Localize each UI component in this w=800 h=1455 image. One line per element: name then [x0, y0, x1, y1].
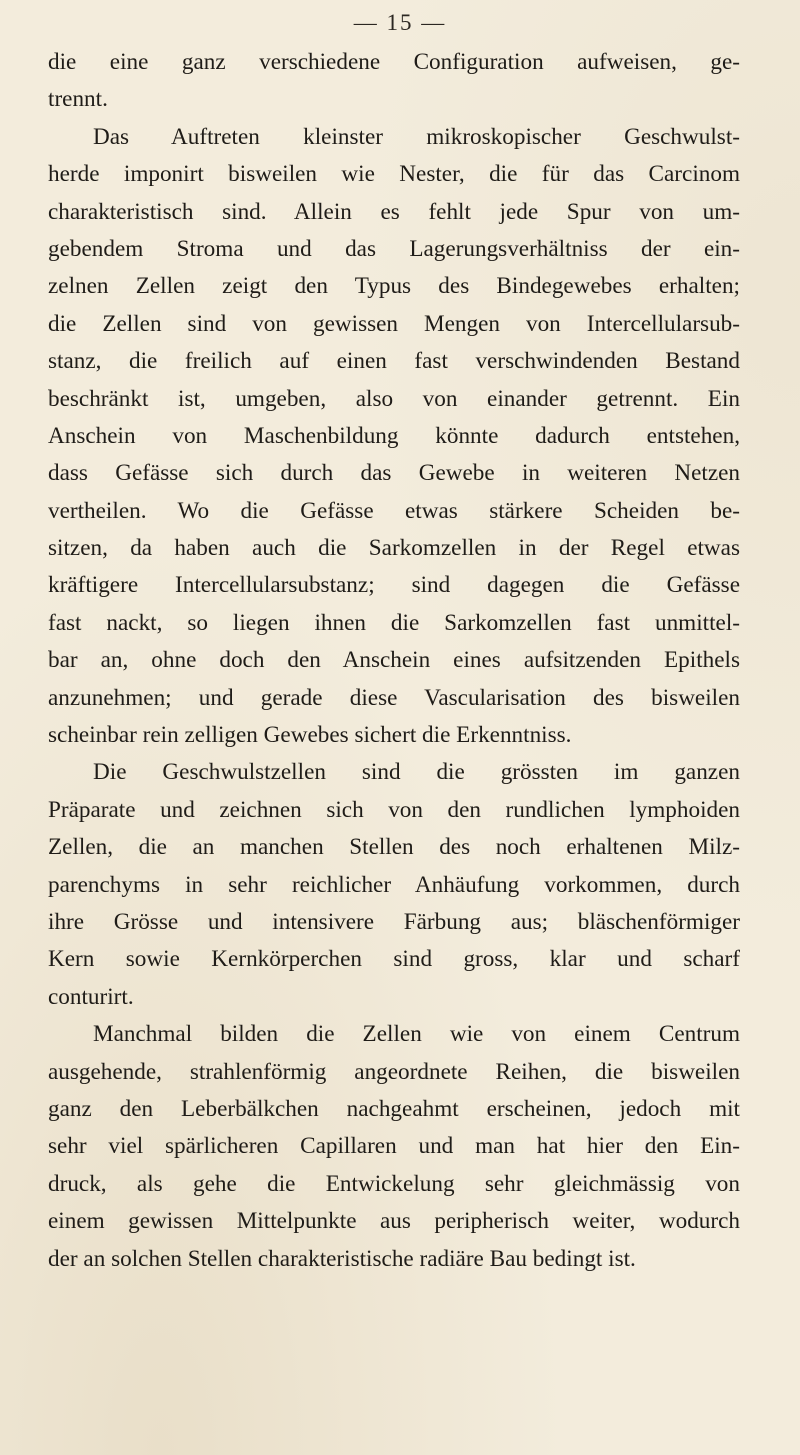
- text-line: Zellen, die an manchen Stellen des noch erhaltenen Milz-: [48, 834, 740, 861]
- text-line: sitzen, da haben auch die Sarkomzellen in der Regel etwas: [48, 535, 740, 562]
- text-line: beschränkt ist, umgeben, also von einander getrennt. Ein: [48, 385, 740, 412]
- text-line: scheinbar rein zelligen Gewebes sichert die Erkenntniss.: [48, 722, 572, 749]
- text-line: herde imponirt bisweilen wie Nester, die für das Carcinom: [48, 161, 740, 188]
- text-line: druck, als gehe die Entwickelung sehr gleichmässig von: [48, 1170, 740, 1197]
- text-line: Das Auftreten kleinster mikroskopischer Geschwulst-: [93, 123, 740, 150]
- page-number: — 15 —: [353, 10, 447, 35]
- text-line: stanz, die freilich auf einen fast verschwindenden Bestand: [48, 348, 740, 375]
- text-line: Die Geschwulstzellen sind die grössten im ganzen: [93, 759, 740, 786]
- text-line: dass Gefässe sich durch das Gewebe in weiteren Netzen: [48, 460, 740, 487]
- text-line: vertheilen. Wo die Gefässe etwas stärkere Scheiden be-: [48, 497, 740, 524]
- paragraph: [48, 1016, 740, 1278]
- paragraph: [48, 119, 740, 755]
- text-line: die Zellen sind von gewissen Mengen von Intercellularsub-: [48, 310, 740, 337]
- text-line: anzunehmen; und gerade diese Vascularisation des bisweilen: [48, 684, 740, 711]
- text-line: conturirt.: [48, 983, 134, 1010]
- text-line: der an solchen Stellen charakteristische radiäre Bau bedingt ist.: [48, 1245, 636, 1272]
- text-line: die eine ganz verschiedene Configuration aufweisen, ge-: [48, 49, 740, 75]
- body-text: [48, 44, 740, 1278]
- text-line: parenchyms in sehr reichlicher Anhäufung vorkommen, durch: [48, 871, 740, 898]
- text-line: charakteristisch sind. Allein es fehlt jede Spur von um-: [48, 198, 740, 225]
- text-line: Manchmal bilden die Zellen wie von einem Centrum: [93, 1021, 740, 1048]
- text-line: ihre Grösse und intensivere Färbung aus; bläschenförmiger: [48, 908, 740, 935]
- text-line: gebendem Stroma und das Lagerungsverhältniss der ein-: [48, 235, 740, 262]
- paragraph: [48, 44, 740, 119]
- text-line: ausgehende, strahlenförmig angeordnete Reihen, die bisweilen: [48, 1058, 740, 1085]
- text-line: einem gewissen Mittelpunkte aus peripherisch weiter, wodurch: [48, 1208, 740, 1235]
- text-line: fast nackt, so liegen ihnen die Sarkomzellen fast unmittel-: [48, 609, 740, 636]
- text-line: sehr viel spärlicheren Capillaren und man hat hier den Ein-: [48, 1133, 740, 1160]
- text-line: Präparate und zeichnen sich von den rundlichen lymphoiden: [48, 796, 740, 823]
- text-line: zelnen Zellen zeigt den Typus des Bindegewebes erhalten;: [48, 273, 740, 300]
- text-line: Anschein von Maschenbildung könnte dadurch entstehen,: [48, 422, 740, 449]
- text-line: ganz den Leberbälkchen nachgeahmt erscheinen, jedoch mit: [48, 1095, 740, 1122]
- text-line: trennt.: [48, 86, 108, 113]
- text-line: kräftigere Intercellularsubstanz; sind dagegen die Gefässe: [48, 572, 740, 599]
- paragraph: [48, 754, 740, 1016]
- text-line: bar an, ohne doch den Anschein eines aufsitzenden Epithels: [48, 647, 740, 674]
- text-line: Kern sowie Kernkörperchen sind gross, klar und scharf: [48, 946, 740, 973]
